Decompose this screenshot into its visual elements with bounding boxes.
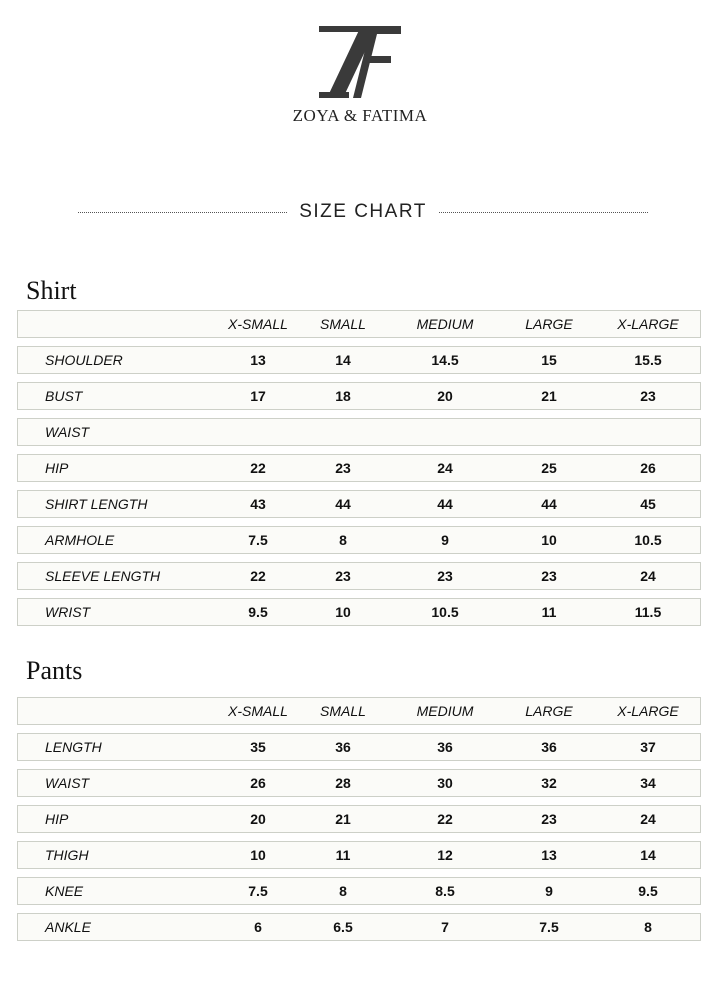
shirt-size-value: 10.5 [634,532,662,548]
shirt-size-value: 13 [250,352,266,368]
shirt-size-value: 17 [250,388,266,404]
pants-size-value: 23 [541,811,557,827]
shirt-measurement-label: WRIST [45,604,91,620]
pants-column-header: LARGE [525,703,573,719]
shirt-size-value: 23 [335,568,351,584]
shirt-column-header: LARGE [525,316,573,332]
shirt-size-value: 43 [250,496,266,512]
pants-size-value: 20 [250,811,266,827]
shirt-size-value: 25 [541,460,557,476]
shirt-size-value: 10 [541,532,557,548]
dotted-divider-left [78,212,287,213]
pants-size-value: 8 [644,919,652,935]
shirt-size-value: 8 [339,532,347,548]
shirt-size-table [17,310,701,634]
pants-table-row [17,913,701,941]
pants-size-value: 26 [250,775,266,791]
pants-size-value: 6 [254,919,262,935]
shirt-table-row [17,526,701,554]
shirt-table-row [17,418,701,446]
pants-table-row [17,877,701,905]
pants-size-value: 36 [437,739,453,755]
shirt-size-value: 18 [335,388,351,404]
shirt-size-value: 23 [437,568,453,584]
pants-size-table [17,697,701,949]
shirt-size-value: 24 [437,460,453,476]
pants-size-value: 36 [541,739,557,755]
pants-column-header: X-SMALL [228,703,288,719]
pants-size-value: 22 [437,811,453,827]
shirt-size-value: 14.5 [431,352,459,368]
shirt-size-value: 26 [640,460,656,476]
pants-size-value: 30 [437,775,453,791]
shirt-section-label: Shirt [26,276,77,305]
shirt-measurement-label: WAIST [45,424,90,440]
shirt-size-value: 10 [335,604,351,620]
pants-size-value: 8 [339,883,347,899]
shirt-size-value: 7.5 [248,532,268,548]
brand-logo [0,22,720,126]
title-row [78,198,648,226]
shirt-column-header: MEDIUM [416,316,474,332]
shirt-size-value: 23 [640,388,656,404]
shirt-size-value: 10.5 [431,604,459,620]
shirt-size-value: 23 [541,568,557,584]
pants-measurement-label: KNEE [45,883,84,899]
pants-size-value: 37 [640,739,656,755]
shirt-size-value: 44 [437,496,453,512]
pants-size-value: 7.5 [539,919,559,935]
pants-size-value: 12 [437,847,453,863]
shirt-size-value: 21 [541,388,557,404]
shirt-size-value: 24 [640,568,656,584]
pants-size-value: 8.5 [435,883,455,899]
shirt-measurement-label: BUST [45,388,83,404]
shirt-header-row [17,310,701,338]
shirt-table-row [17,454,701,482]
shirt-size-value: 11.5 [634,604,662,620]
pants-size-value: 35 [250,739,266,755]
shirt-measurement-label: SHOULDER [45,352,123,368]
shirt-table-row [17,346,701,374]
pants-measurement-label: LENGTH [45,739,102,755]
pants-size-value: 9.5 [638,883,658,899]
pants-table-row [17,769,701,797]
shirt-size-value: 22 [250,460,266,476]
pants-measurement-label: THIGH [45,847,89,863]
shirt-column-header: X-SMALL [228,316,288,332]
pants-size-value: 6.5 [333,919,353,935]
shirt-measurement-label: HIP [45,460,69,476]
pants-column-header: SMALL [320,703,366,719]
pants-measurement-label: WAIST [45,775,90,791]
shirt-size-value: 45 [640,496,656,512]
pants-size-value: 7.5 [248,883,268,899]
pants-table-row [17,841,701,869]
shirt-size-value: 15 [541,352,557,368]
shirt-column-header: SMALL [320,316,366,332]
pants-size-value: 10 [250,847,266,863]
shirt-table-row [17,562,701,590]
shirt-size-value: 22 [250,568,266,584]
pants-measurement-label: HIP [45,811,69,827]
zf-monogram-icon [317,22,403,102]
pants-size-value: 7 [441,919,449,935]
shirt-size-value: 14 [335,352,351,368]
shirt-size-value: 44 [335,496,351,512]
pants-column-header: MEDIUM [416,703,474,719]
pants-size-value: 11 [335,847,351,863]
pants-size-value: 21 [335,811,351,827]
shirt-measurement-label: SLEEVE LENGTH [45,568,161,584]
shirt-size-value: 15.5 [634,352,662,368]
pants-size-value: 34 [640,775,656,791]
shirt-size-value: 20 [437,388,453,404]
shirt-table-row [17,382,701,410]
page-title: SIZE CHART [299,201,427,222]
pants-section-label: Pants [26,656,83,685]
pants-size-value: 24 [640,811,656,827]
pants-column-header: X-LARGE [617,703,679,719]
shirt-size-value: 9.5 [248,604,268,620]
pants-table-row [17,733,701,761]
dotted-divider-right [439,212,648,213]
shirt-table-row [17,598,701,626]
shirt-size-value: 44 [541,496,557,512]
pants-size-value: 28 [335,775,351,791]
shirt-table-row [17,490,701,518]
shirt-measurement-label: SHIRT LENGTH [45,496,148,512]
pants-size-value: 32 [541,775,557,791]
pants-size-value: 9 [545,883,553,899]
pants-size-value: 13 [541,847,557,863]
pants-size-value: 36 [335,739,351,755]
shirt-size-value: 11 [541,604,557,620]
shirt-column-header: X-LARGE [617,316,679,332]
pants-size-value: 14 [640,847,656,863]
shirt-size-value: 9 [441,532,449,548]
pants-measurement-label: ANKLE [45,919,91,935]
pants-table-row [17,805,701,833]
shirt-measurement-label: ARMHOLE [45,532,115,548]
pants-header-row [17,697,701,725]
brand-name: ZOYA & FATIMA [292,106,428,125]
shirt-size-value: 23 [335,460,351,476]
